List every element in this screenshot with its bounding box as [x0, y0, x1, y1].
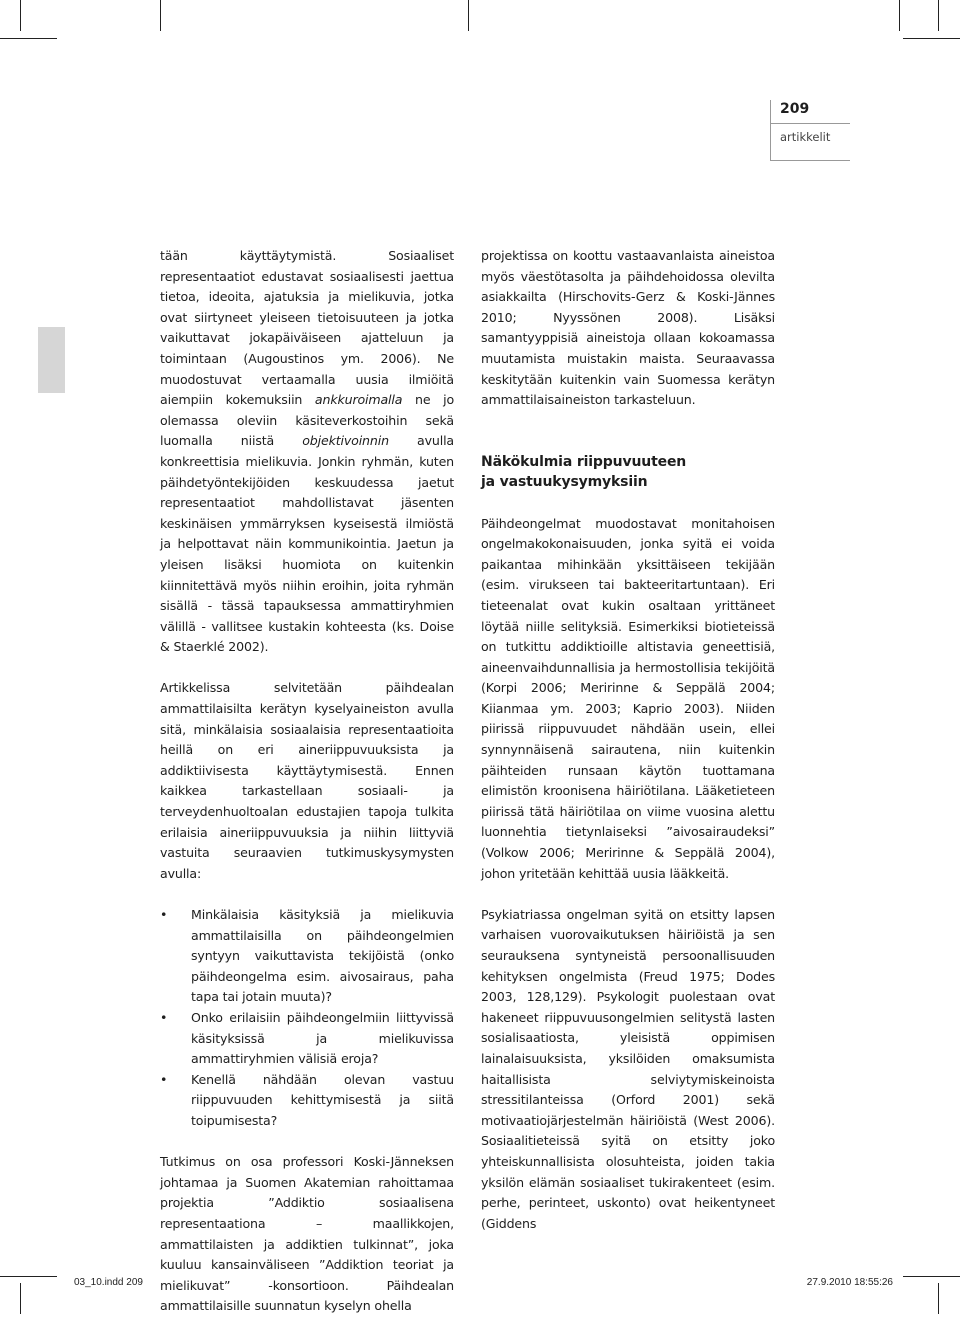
header-rule-vertical [770, 100, 771, 160]
list-item: • Minkälaisia käsityksiä ja mielikuvia ammattilaisilla on päihdeongelmien syntyyn vaikuttavista tekijöistä (onko päihdeongelma esim. aivosairaus, paha tapa tai jotain muuta)? [160, 905, 454, 1008]
paragraph: Tutkimus on osa professori Koski-Jänneksen johtamaa ja Suomen Akatemian rahoittamaa projektia ”Addiktio sosiaalisena representaationa – maallikkojen, ammattilaisten ja addiktien tulkinnat”, joka kuuluu kansainväliseen ”Addiktion teoriat ja mielikuvat” -konsortioon. Päihdealan ammattilaisille suunnatun kyselyn ohella [160, 1154, 454, 1314]
running-header [780, 100, 850, 144]
crop-mark [938, 0, 939, 31]
margin-tab-block [38, 327, 65, 393]
crop-mark [903, 1276, 960, 1277]
left-column [160, 246, 454, 1317]
section-heading: Näkökulmia riippuvuuteen ja vastuukysymyksiin [481, 453, 687, 491]
crop-mark [903, 38, 960, 39]
paragraph: Artikkelissa selvitetään päihdealan ammattilaisilta kerätyn kyselyaineiston avulla sitä, minkälaisia sosiaalaisia representaatioita heillä on eri aineriippuvuuksista ja addiktiivisesta käyttäytymisestä. Ennen kaikkea tarkastellaan sosiaali- ja terveydenhuoltoalan edustajien tapoja tulkita erilaisia aineriippuvuuksia ja niihin liittyviä vastuita seuraavien tutkimuskysymysten avulla: [160, 680, 454, 881]
crop-mark [0, 38, 57, 39]
list-item: • Onko erilaisiin päihdeongelmiin liittyvissä käsityksissä ja mielikuvissa ammattiryhmien välisiä eroja? [160, 1008, 454, 1070]
crop-mark [0, 1276, 57, 1277]
paragraph: tään käyttäytymistä. Sosiaaliset representaatiot edustavat sosiaalisesti jaettua tietoa, ideoita, ajatuksia ja mielikuvia, jotka ovat siirtyneet yleiseen tietoisuuteen ja jotka vaikuttavat jokapäiväiseen ajatteluun ja toimintaan (Augoustinos ym. 2006). Ne muodostuvat vertaamalla uusia ilmiöitä aiempiin kokemuksiin ankkuroimalla ne jo olemassa oleviin käsiteverkostoihin sekä luomalla niistä objektivoinnin avulla konkreettisia mielikuvia. Jonkin ryhmän, kuten päihdetyöntekijöiden keskuudessa jaetut representaatiot mahdollistavat jäsenten keskinäisen ymmärryksen kyseisestä ilmiöstä ja helpottavat näin kommunikointia. Jaetun ja yleisen lisäksi huomiota on kuitenkin kiinnitettävä myös niihin eroihin, joita ryhmän sisällä - tässä tapauksessa ammattiryhmien välillä - vallitsee kustakin kohteesta (ks. Doise & Staerklé 2002). [160, 248, 454, 655]
paragraph: projektissa on koottu vastaavanlaista aineistoa myös väestötasolta ja päihdehoidossa olevilta asiakkailta (Hirschovits-Gerz & Koski-Jännes 2010; Nyyssönen 2008). Lisäksi samantyyppisiä aineistoja ollaan kokoamassa muutamista muistakin maista. Seuraavassa keskitytään kuitenkin vain Suomessa kerätyn ammattilaisaineiston tarkasteluun. [481, 248, 775, 408]
crop-mark [938, 1283, 939, 1314]
footer-file-slug: 03_10.indd 209 [74, 1277, 143, 1288]
paragraph: Psykiatriassa ongelman syitä on etsitty lapsen varhaisen vuorovaikutuksen häiriöistä ja sen seurauksena syntyneistä persoonallisuuden kehityksen ongelmista (Freud 1975; Dodes 2003, 128,129). Psykologit puolestaan ovat hakeneet riippuvuusongelmien selitystä lasten sosialisaatiosta, yleisistä oppimisen lainalaisuuksista, yksilöiden omaksumista haitallisista selviytymiskeinoista stressitilanteissa (Orford 2001) sekä motivaatiojärjestelmän häiriöistä (West 2006). Sosiaalitieteissä syitä on etsitty joko yhteiskunnallisista olosuhteista, joiden takia yksilön elämän sosiaaliset tukirakenteet (esim. perhe, perinteet, uskonto) ovat heikentyneet (Giddens [481, 906, 775, 1231]
list-item: • Kenellä nähdään olevan vastuu riippuvuuden kehittymisestä ja siitä toipumisesta? [160, 1070, 454, 1132]
header-rule-lower [770, 160, 850, 161]
crop-mark [20, 0, 21, 31]
footer-timestamp: 27.9.2010 18:55:26 [806, 1277, 893, 1288]
section-label: artikkelit [780, 130, 831, 144]
right-column [481, 246, 775, 1234]
page-number: 209 [780, 101, 810, 117]
paragraph: Päihdeongelmat muodostavat monitahoisen ongelmakokonaisuuden, jonka syitä ei voida paikantaa mihinkään yksittäiseen tekijään (esim. virukseen tai bakteeritartuntaan). Eri tieteenalat ovat kukin osaltaan yrittäneet löytää niille selityksiä. Esimerkiksi biotieteissä on tutkittu addiktioille altistavia geneettisiä, aineenvaihdunnallisia ja hermostollisia tekijöitä (Korpi 2006; Meririnne & Seppälä 2004; Kiianmaa ym. 2003; Kaprio 2003). Niiden piirissä riippuvuudet nähdään usein, ellei synnynnäisenä sairautena, niin kuitenkin päihteiden runsaan käytön tuottamana elimistön kroonisena häiriötilana. Lääketieteen piirissä tätä häiriötilaa on viime vuosina alettu luonnehtia tietynlaiseksi ”aivosairaudeksi” (Volkow 2006; Meririnne & Seppälä 2004), johon yritetään kehittää uusia lääkkeitä. [481, 515, 775, 881]
header-rule [770, 123, 850, 124]
crop-mark [20, 1283, 21, 1314]
crop-mark [160, 0, 161, 31]
crop-mark [899, 0, 900, 31]
crop-mark [468, 0, 469, 31]
research-questions-list [160, 905, 454, 1132]
